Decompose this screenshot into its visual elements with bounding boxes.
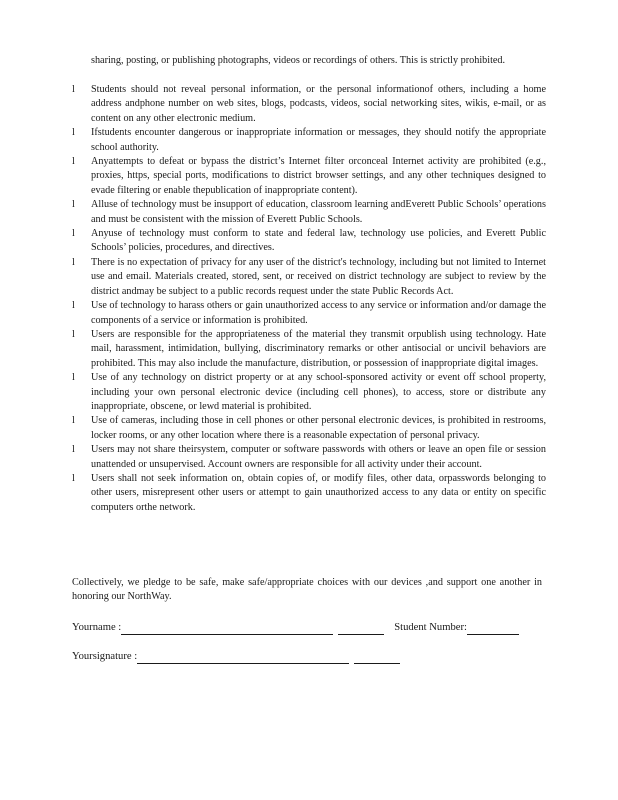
list-item: [72, 443, 546, 472]
bullet-icon: l: [72, 228, 75, 240]
list-item: [72, 198, 546, 227]
signature-label: Yoursignature :: [72, 651, 138, 662]
bullet-icon: l: [72, 256, 75, 268]
list-item: [72, 126, 546, 155]
bullet-icon: l: [72, 472, 75, 484]
bullet-icon: l: [72, 372, 75, 384]
bullet-icon: l: [72, 84, 75, 95]
bullet-icon: l: [72, 300, 75, 312]
student-number-field[interactable]: [467, 623, 519, 635]
list-item-text: Ifstudents encounter dangerous or inappropriate information or messages, they should notify the appropriate school authority.: [91, 127, 546, 153]
list-item-text: Users shall not seek information on, obtain copies of, or modify files, other data, orpasswords belonging to other users, misrepresent other users or attempt to gain unauthorized access to any data or entity on specific computers orthe network.: [91, 472, 546, 513]
list-item-text: Use of any technology on district property or at any school-sponsored activity or event off school property, including your own personal electronic device (including cell phones), to access, store or distribute any inappropriate, obscene, or lewd material is prohibited.: [91, 372, 546, 412]
name-field-extension[interactable]: [338, 623, 384, 635]
list-item: [72, 371, 546, 414]
list-item: [72, 472, 546, 515]
list-item-text: Use of cameras, including those in cell phones or other personal electronic devices, is prohibited in restrooms, locker rooms, or any other location where there is a reasonable expectation of personal privacy.: [91, 415, 546, 441]
list-item: [72, 83, 546, 126]
lead-paragraph: sharing, posting, or publishing photographs, videos or recordings of others. This is strictly prohibited.: [91, 55, 506, 66]
list-item-text: Anyuse of technology must conform to state and federal law, technology use policies, and Everett Public Schools’ policies, procedures, and directives.: [91, 228, 546, 254]
name-field[interactable]: [121, 623, 333, 635]
bullet-icon: l: [72, 127, 75, 139]
list-item-text: Anyattempts to defeat or bypass the district’s Internet filter orconceal Internet activity are prohibited (e.g., proxies, https, special ports, modifications to district browser settings, and any other techniques designed to evade filtering or enable thepublication of inappropriate content).: [91, 156, 546, 196]
name-row: [72, 621, 519, 635]
signature-field[interactable]: [137, 652, 349, 664]
student-number-label: Student Number:: [394, 622, 467, 633]
list-item-text: Users are responsible for the appropriateness of the material they transmit orpublish using technology. Hate mail, harassment, intimidation, bullying, discriminatory remarks or other antisocial or uncivil behaviors are prohibited. This may also include the manufacture, distribution, or possession of inappropriate digital images.: [91, 328, 546, 369]
list-item-text: Alluse of technology must be insupport of education, classroom learning andEverett Public Schools’ operations and must be consistent with the mission of Everett Public Schools.: [91, 199, 546, 225]
list-item-text: Use of technology to harass others or gain unauthorized access to any service or information and/or damage the components of a service or information is prohibited.: [91, 300, 546, 326]
closing-paragraph: Collectively, we pledge to be safe, make safe/appropriate choices with our devices ,and support one another in honoring our NorthWay.: [72, 577, 542, 603]
list-item: [72, 328, 546, 371]
list-item: [72, 299, 546, 328]
list-item-text: Users may not share theirsystem, computer or software passwords with others or leave an open file or session unattended or unsupervised. Account owners are responsible for all activity under their account.: [91, 444, 546, 470]
name-label: Yourname :: [72, 622, 122, 633]
bullet-icon: l: [72, 199, 75, 211]
list-item: [72, 256, 546, 299]
list-item: [72, 155, 546, 198]
bullet-icon: l: [72, 415, 75, 427]
bullet-icon: l: [72, 444, 75, 456]
list-item-text: Students should not reveal personal information, or the personal informationof others, including a home address andphone number on web sites, blogs, podcasts, videos, social networking sites, wikis, e-mail, or as content on any other electronic medium.: [91, 84, 546, 124]
signature-field-extension[interactable]: [354, 652, 400, 664]
bullet-icon: l: [72, 328, 75, 340]
bullet-icon: l: [72, 156, 75, 168]
policy-list: [72, 83, 546, 515]
list-item: [72, 227, 546, 256]
list-item-text: There is no expectation of privacy for any user of the district's technology, including but not limited to Internet use and email. Materials created, stored, sent, or received on district technology are subject to review by the district andmay be subject to a public records request under the state Public Records Act.: [91, 256, 546, 297]
list-item: [72, 414, 546, 443]
signature-row: [72, 650, 400, 664]
